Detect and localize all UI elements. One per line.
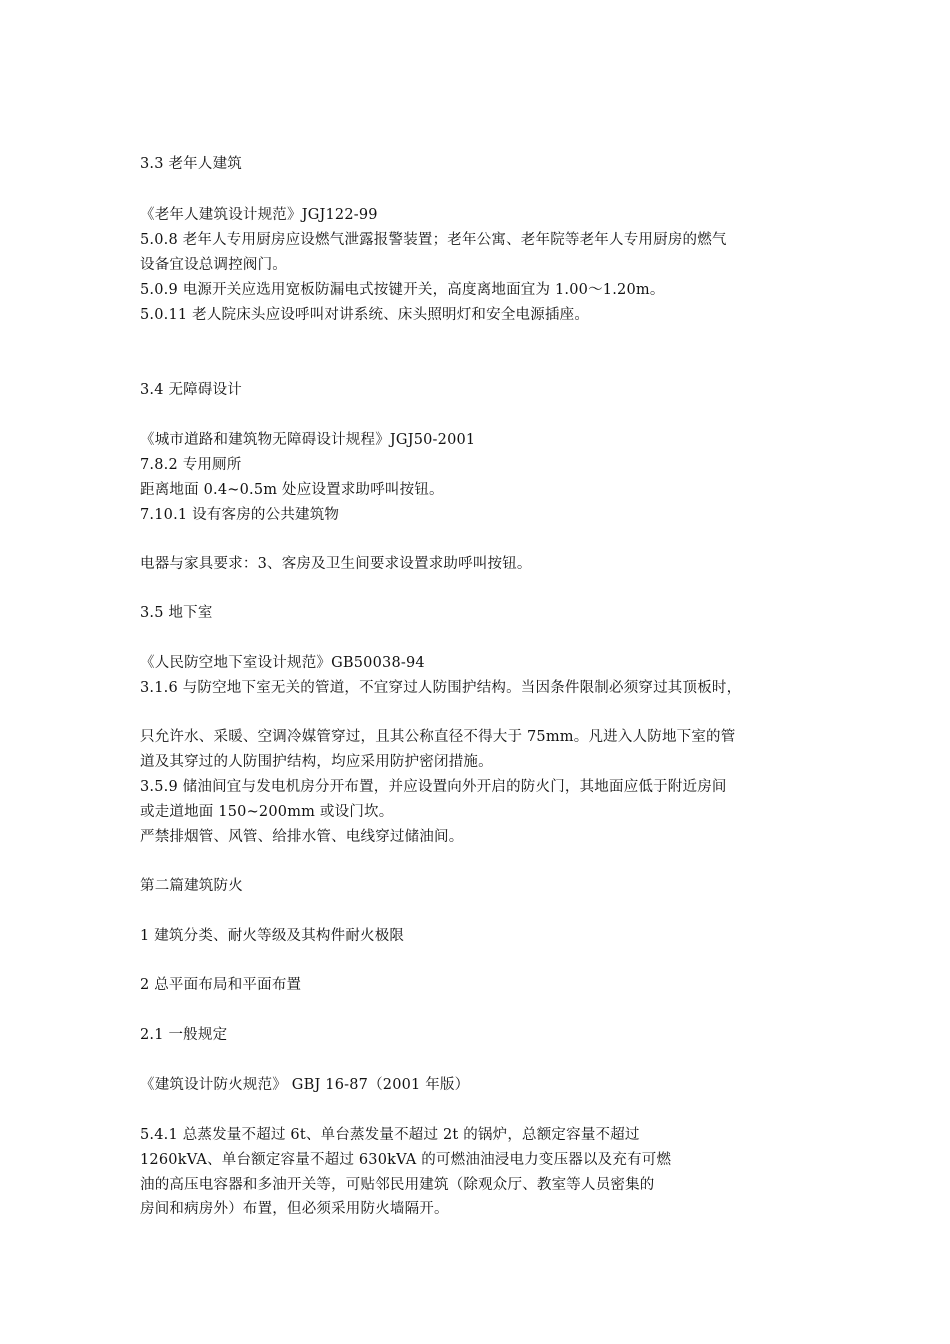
clause-5-4-1-line-4: 房间和病房外）布置，但必须采用防火墙隔开。 [140,1201,449,1217]
clause-3-1-6-line-1: 3.1.6 与防空地下室无关的管道，不宜穿过人防围护结构。当因条件限制必须穿过其顶板时， [140,680,742,696]
clause-3-1-6-line-3: 道及其穿过的人防围护结构，均应采用防护密闭措施。 [140,754,493,770]
clause-5-0-9: 5.0.9 电源开关应选用宽板防漏电式按键开关，高度离地面宜为 1.00～1.20m。 [140,282,665,298]
section-heading-1: 1 建筑分类、耐火等级及其构件耐火极限 [140,928,405,944]
clause-7-8-2: 7.8.2 专用厕所 [140,457,242,473]
clause-5-4-1-line-3: 油的高压电容器和多油开关等，可贴邻民用建筑（除观众厅、教室等人员密集的 [140,1177,655,1193]
clause-7-10-1: 7.10.1 设有客房的公共建筑物 [140,507,340,523]
standard-title-jgj122: 《老年人建筑设计规范》JGJ122-99 [140,207,378,223]
standard-title-gbj16: 《建筑设计防火规范》 GBJ 16-87（2001 年版） [140,1077,470,1093]
standard-title-gb50038: 《人民防空地下室设计规范》GB50038-94 [140,655,425,671]
section-heading-3-5: 3.5 地下室 [140,605,213,621]
standard-title-jgj50: 《城市道路和建筑物无障碍设计规程》JGJ50-2001 [140,432,476,448]
section-heading-3-4: 3.4 无障碍设计 [140,382,242,398]
section-heading-2: 2 总平面布局和平面布置 [140,977,302,993]
part-heading-fire-protection: 第二篇建筑防火 [140,878,243,894]
section-heading-2-1: 2.1 一般规定 [140,1027,228,1043]
clause-3-5-9-line-3: 严禁排烟管、风管、给排水管、电线穿过储油间。 [140,829,464,845]
clause-7-8-2-text: 距离地面 0.4~0.5m 处应设置求助呼叫按钮。 [140,482,444,498]
clause-3-5-9-line-2: 或走道地面 150~200mm 或设门坎。 [140,804,394,820]
clause-5-0-11: 5.0.11 老人院床头应设呼叫对讲系统、床头照明灯和安全电源插座。 [140,307,590,323]
clause-3-5-9-line-1: 3.5.9 储油间宜与发电机房分开布置，并应设置向外开启的防火门，其地面应低于附近房间 [140,779,727,795]
clause-5-0-8-line-2: 设备宜设总调控阀门。 [140,257,287,273]
clause-7-10-1-text: 电器与家具要求：3、客房及卫生间要求设置求助呼叫按钮。 [140,556,532,572]
clause-3-1-6-line-2: 只允许水、采暖、空调冷媒管穿过，且其公称直径不得大于 75mm。凡进入人防地下室的管 [140,729,736,745]
clause-5-0-8-line-1: 5.0.8 老年人专用厨房应设燃气泄露报警装置；老年公寓、老年院等老年人专用厨房的燃气 [140,232,727,248]
section-heading-3-3: 3.3 老年人建筑 [140,156,242,172]
clause-5-4-1-line-1: 5.4.1 总蒸发量不超过 6t、单台蒸发量不超过 2t 的锅炉，总额定容量不超过 [140,1127,640,1143]
clause-5-4-1-line-2: 1260kVA、单台额定容量不超过 630kVA 的可燃油油浸电力变压器以及充有可燃 [140,1152,672,1168]
